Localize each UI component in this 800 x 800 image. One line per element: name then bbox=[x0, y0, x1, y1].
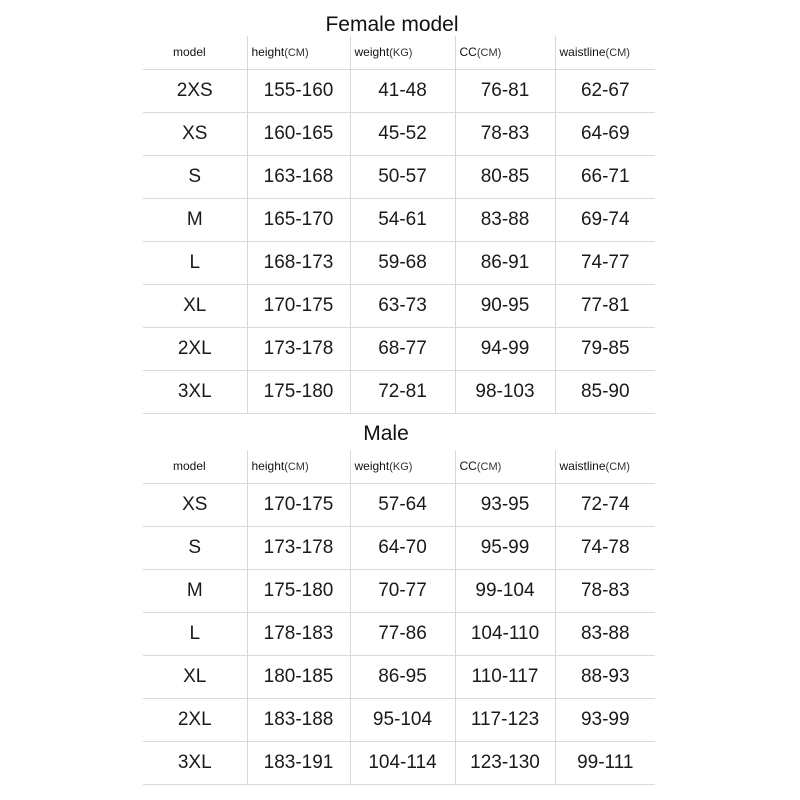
cell-height: 165-170 bbox=[247, 198, 350, 241]
header-label: CC bbox=[459, 45, 477, 60]
header-unit: (CM) bbox=[476, 461, 502, 474]
cell-model: M bbox=[143, 569, 247, 612]
cell-cc: 99-104 bbox=[455, 569, 555, 612]
female-section-title: Female model bbox=[325, 13, 459, 36]
header-cc bbox=[455, 36, 555, 69]
cell-waistline: 85-90 bbox=[555, 370, 655, 413]
table-row bbox=[143, 370, 655, 413]
cell-weight: 50-57 bbox=[350, 155, 455, 198]
cell-waistline: 64-69 bbox=[555, 112, 655, 155]
table-row bbox=[143, 698, 655, 741]
header-label: model bbox=[173, 45, 206, 60]
cell-waistline: 72-74 bbox=[555, 483, 655, 526]
cell-weight: 95-104 bbox=[350, 698, 455, 741]
header-label: waistline bbox=[559, 45, 606, 60]
cell-height: 178-183 bbox=[247, 612, 350, 655]
table-row bbox=[143, 327, 655, 370]
cell-weight: 63-73 bbox=[350, 284, 455, 327]
cell-model: S bbox=[143, 526, 247, 569]
cell-weight: 70-77 bbox=[350, 569, 455, 612]
cell-waistline: 69-74 bbox=[555, 198, 655, 241]
header-label: height bbox=[251, 459, 285, 474]
cell-waistline: 78-83 bbox=[555, 569, 655, 612]
table-row bbox=[143, 569, 655, 612]
cell-height: 160-165 bbox=[247, 112, 350, 155]
cell-height: 175-180 bbox=[247, 569, 350, 612]
table-row bbox=[143, 655, 655, 698]
cell-waistline: 93-99 bbox=[555, 698, 655, 741]
cell-weight: 77-86 bbox=[350, 612, 455, 655]
male-size-table bbox=[143, 450, 655, 785]
header-waistline bbox=[555, 36, 655, 69]
cell-height: 170-175 bbox=[247, 483, 350, 526]
header-unit: (KG) bbox=[389, 47, 413, 60]
cell-waistline: 74-77 bbox=[555, 241, 655, 284]
cell-cc: 117-123 bbox=[455, 698, 555, 741]
cell-cc: 76-81 bbox=[455, 69, 555, 112]
header-unit: (CM) bbox=[284, 461, 309, 474]
cell-model: M bbox=[143, 198, 247, 241]
header-label: weight bbox=[354, 459, 390, 474]
table-row bbox=[143, 741, 655, 784]
header-label: CC bbox=[459, 459, 477, 474]
header-unit: (CM) bbox=[605, 47, 630, 60]
cell-model: 2XL bbox=[143, 327, 247, 370]
cell-model: 2XL bbox=[143, 698, 247, 741]
header-label: waistline bbox=[559, 459, 606, 474]
cell-cc: 123-130 bbox=[455, 741, 555, 784]
cell-weight: 72-81 bbox=[350, 370, 455, 413]
cell-weight: 57-64 bbox=[350, 483, 455, 526]
female-size-table bbox=[143, 36, 655, 414]
cell-model: 3XL bbox=[143, 741, 247, 784]
header-unit: (CM) bbox=[605, 461, 630, 474]
table-row bbox=[143, 526, 655, 569]
cell-cc: 98-103 bbox=[455, 370, 555, 413]
cell-waistline: 74-78 bbox=[555, 526, 655, 569]
header-label: model bbox=[173, 459, 206, 474]
table-row bbox=[143, 198, 655, 241]
cell-height: 168-173 bbox=[247, 241, 350, 284]
cell-height: 175-180 bbox=[247, 370, 350, 413]
header-cc bbox=[455, 450, 555, 483]
header-unit: (CM) bbox=[284, 47, 309, 60]
cell-waistline: 66-71 bbox=[555, 155, 655, 198]
table-row bbox=[143, 155, 655, 198]
cell-weight: 64-70 bbox=[350, 526, 455, 569]
male-section-title: Male bbox=[363, 422, 409, 445]
cell-cc: 80-85 bbox=[455, 155, 555, 198]
cell-height: 163-168 bbox=[247, 155, 350, 198]
table-row bbox=[143, 112, 655, 155]
cell-model: L bbox=[143, 612, 247, 655]
cell-model: XL bbox=[143, 284, 247, 327]
cell-cc: 104-110 bbox=[455, 612, 555, 655]
header-model bbox=[143, 450, 247, 483]
cell-waistline: 77-81 bbox=[555, 284, 655, 327]
cell-cc: 93-95 bbox=[455, 483, 555, 526]
cell-cc: 90-95 bbox=[455, 284, 555, 327]
cell-weight: 68-77 bbox=[350, 327, 455, 370]
cell-model: XS bbox=[143, 483, 247, 526]
cell-cc: 86-91 bbox=[455, 241, 555, 284]
table-row bbox=[143, 612, 655, 655]
cell-height: 170-175 bbox=[247, 284, 350, 327]
cell-cc: 94-99 bbox=[455, 327, 555, 370]
cell-weight: 86-95 bbox=[350, 655, 455, 698]
cell-waistline: 99-111 bbox=[555, 741, 655, 784]
cell-cc: 110-117 bbox=[455, 655, 555, 698]
cell-model: S bbox=[143, 155, 247, 198]
cell-model: XS bbox=[143, 112, 247, 155]
cell-height: 155-160 bbox=[247, 69, 350, 112]
cell-model: 2XS bbox=[143, 69, 247, 112]
cell-model: XL bbox=[143, 655, 247, 698]
cell-weight: 104-114 bbox=[350, 741, 455, 784]
cell-waistline: 62-67 bbox=[555, 69, 655, 112]
header-weight bbox=[350, 450, 455, 483]
table-row bbox=[143, 69, 655, 112]
cell-model: L bbox=[143, 241, 247, 284]
table-header-row bbox=[143, 36, 655, 69]
cell-waistline: 88-93 bbox=[555, 655, 655, 698]
cell-model: 3XL bbox=[143, 370, 247, 413]
cell-weight: 45-52 bbox=[350, 112, 455, 155]
cell-height: 180-185 bbox=[247, 655, 350, 698]
cell-weight: 54-61 bbox=[350, 198, 455, 241]
header-height bbox=[247, 450, 350, 483]
header-model bbox=[143, 36, 247, 69]
cell-waistline: 83-88 bbox=[555, 612, 655, 655]
table-header-row bbox=[143, 450, 655, 483]
cell-cc: 83-88 bbox=[455, 198, 555, 241]
header-weight bbox=[350, 36, 455, 69]
header-unit: (CM) bbox=[476, 47, 502, 60]
header-label: weight bbox=[354, 45, 390, 60]
header-unit: (KG) bbox=[389, 461, 413, 474]
cell-height: 173-178 bbox=[247, 327, 350, 370]
table-row bbox=[143, 241, 655, 284]
table-row bbox=[143, 284, 655, 327]
cell-height: 183-191 bbox=[247, 741, 350, 784]
header-waistline bbox=[555, 450, 655, 483]
cell-height: 183-188 bbox=[247, 698, 350, 741]
cell-cc: 95-99 bbox=[455, 526, 555, 569]
cell-cc: 78-83 bbox=[455, 112, 555, 155]
header-label: height bbox=[251, 45, 285, 60]
cell-weight: 59-68 bbox=[350, 241, 455, 284]
cell-height: 173-178 bbox=[247, 526, 350, 569]
table-row bbox=[143, 483, 655, 526]
cell-weight: 41-48 bbox=[350, 69, 455, 112]
header-height bbox=[247, 36, 350, 69]
cell-waistline: 79-85 bbox=[555, 327, 655, 370]
